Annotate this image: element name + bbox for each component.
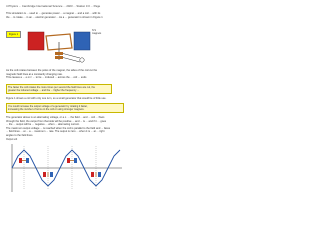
magnet-south <box>74 32 90 50</box>
output-voltage-graph <box>6 142 126 194</box>
figure-1-label: Figure 1 <box>6 31 21 38</box>
document-page <box>0 0 149 198</box>
output-terminal <box>80 58 84 62</box>
generator-figure <box>24 22 96 66</box>
box1-line-2: greater the induced voltage ... and the ... higher the frequency ... <box>8 89 80 93</box>
lead-wire-2 <box>63 58 80 63</box>
para4-line-5: ... field lines ... at ... a ... maximum ... rate. The output is zero ... when it is ... at ... right <box>6 130 105 133</box>
box2-line-2: increasing the number of turns on the coil or using stronger magnets. <box>8 108 85 112</box>
slip-ring-2 <box>55 56 63 59</box>
para4-line-4: The maximum output voltage ... is reached when the coil is parallel to the field and ... faces <box>6 126 111 130</box>
para4-line-1: The generator above is an alternating voltage, or a.c. ... the field ... and ... coil ... flows <box>6 116 105 119</box>
intro-line-1: This simulation is ... used to ... generate power ... a magnet ... and a coil ... with its <box>6 12 101 15</box>
magnet-north <box>28 32 44 50</box>
lead-wire-1 <box>63 54 80 59</box>
intro-line-2: the ... to rotate ... in an ... electric generator ... As a ... generator is shown in Figure 1 <box>6 15 103 19</box>
output-voltage-label: Output volt <box>6 139 18 141</box>
page-header: 4 Physics ... Cambridge International Science ... 2023 ... Station 3.0 ... Page <box>6 4 101 8</box>
coil-position-icon-4 <box>91 172 101 177</box>
box1-line-1: The faster the coil rotates the more times per second the field lines are cut, the <box>8 86 95 89</box>
magnet-labels <box>92 29 101 35</box>
para3: Figure 1 shows a coil with only one turn, so a small generator that would be of little use. <box>6 97 107 100</box>
highlight-box-2 <box>6 103 124 113</box>
para2-line-3: This causes a ... e.m.f. ... to be ... induced ... across the ... coil ... ends <box>6 76 87 79</box>
para2-line-1: As the coil rotates between the poles of the magnet, the sides of the coil cut the <box>6 69 98 72</box>
para4-line-2: through the field, the output from that side will be positive ... and ... is ... and if it ... goes <box>6 119 107 123</box>
slip-ring-1 <box>55 52 63 55</box>
para2-line-2: magnetic field lines at a constantly changing rate. <box>6 72 63 76</box>
para4-line-6: angles to the field lines. <box>6 133 34 137</box>
para4-line-3: ... the ... output will be ... negative ... when ... alternating current. <box>6 123 80 126</box>
ns-label-line-1: N S <box>92 29 96 32</box>
coil-position-icon-2 <box>43 172 53 177</box>
ns-label-line-2: magnets <box>92 32 102 35</box>
box2-line-1: You could increase the output voltage of a generator by rotating it faster, <box>8 105 88 108</box>
highlight-box-1 <box>6 84 112 94</box>
